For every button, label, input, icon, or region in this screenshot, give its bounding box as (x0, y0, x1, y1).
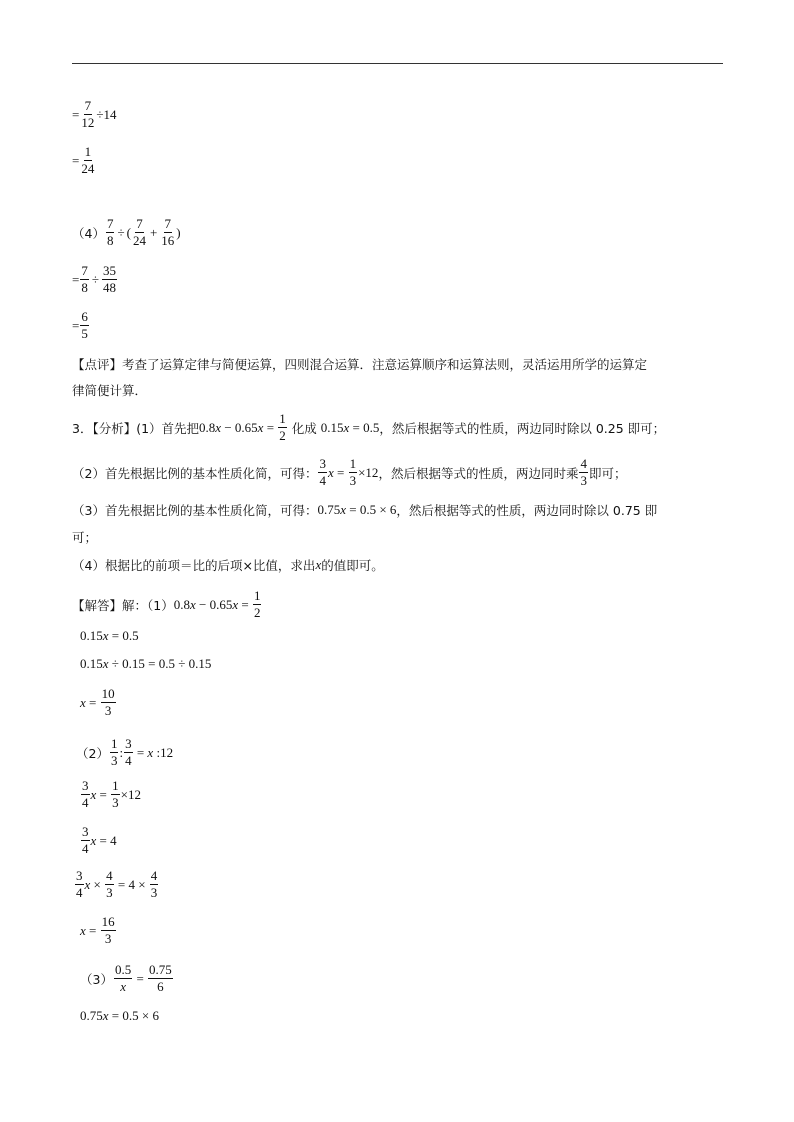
analysis-line-2: （2）首先根据比例的基本性质化简，可得： $\frac{3}{4}$ x = $\frac{1}{3}$ ×12 ，然后根据等式的性质，两边同时乘 $\frac{4}{3}$ 即可； (72, 456, 627, 488)
solution-header: 【解答】解：（1） 0.8 x − 0.65 x = $\frac{1}{2}$ (72, 588, 261, 620)
comment-line-1: 【点评】考查了运算定律与简便运算，四则混合运算．注意运算顺序和运算法则，灵活运用所学的运算定 (72, 357, 648, 372)
analysis-line-3: （3）首先根据比例的基本性质化简，可得： 0.75 x = 0.5 × 6 ，然后根据等式的性质，两边同时除以 0.75 即 (72, 502, 658, 518)
header-rule (72, 63, 723, 64)
analysis-line-1: 3．【分析】(1）首先把 0.8 x − 0.65 x = $\frac{1}{2}$ 化成 0.15 x = 0.5 ，然后根据等式的性质，两边同时除以 0.25 即可； (72, 411, 666, 443)
step-line (72, 98, 116, 131)
step-line: = $\frac{7}{8}$ ÷ $\frac{35}{48}$ (72, 263, 116, 295)
step-line: 0.15 x ÷ 0.15 = 0.5 ÷ 0.15 (80, 656, 212, 671)
step-line: 0.75 x = 0.5 × 6 (80, 1008, 159, 1023)
step-line: = $\frac{6}{5}$ (72, 309, 88, 341)
step-line: $\frac{3}{4}$ x × $\frac{4}{3}$ = 4 × $\frac{4}{3}$ (76, 868, 158, 900)
problem-4: （4） $\frac{7}{8}$ ÷ ( $\frac{7}{24}$ + $\frac{7}{16}$ ) (72, 216, 181, 248)
step-line: 0.15 x = 0.5 (80, 628, 139, 643)
step-line: x = $\frac{16}{3}$ (80, 914, 115, 946)
step-line: = $\frac{1}{24}$ (72, 144, 95, 176)
step-line: $\frac{3}{4}$ x = 4 (82, 824, 117, 856)
step-line: x = $\frac{10}{3}$ (80, 686, 115, 718)
step-line: $\frac{3}{4}$ x = $\frac{1}{3}$ ×12 (82, 778, 141, 810)
operation: ÷14 (96, 106, 117, 122)
fraction: $\frac{7}{12}$ (81, 98, 95, 130)
fraction: $\frac{1}{24}$ (81, 144, 95, 176)
problem-2-solution: （2） $\frac{1}{3}$ : $\frac{3}{4}$ = x :12 (76, 736, 174, 768)
equals-sign: = (72, 106, 80, 122)
problem-3-solution: （3） $\frac{0.5}{x}$ = $\frac{0.75}{6}$ (80, 962, 172, 994)
analysis-line-4: 可； (72, 530, 98, 545)
analysis-line-5: （4）根据比的前项＝比的后项×比值，求出 x 的值即可。 (72, 557, 384, 573)
comment-line-2: 律简便计算． (72, 383, 148, 398)
